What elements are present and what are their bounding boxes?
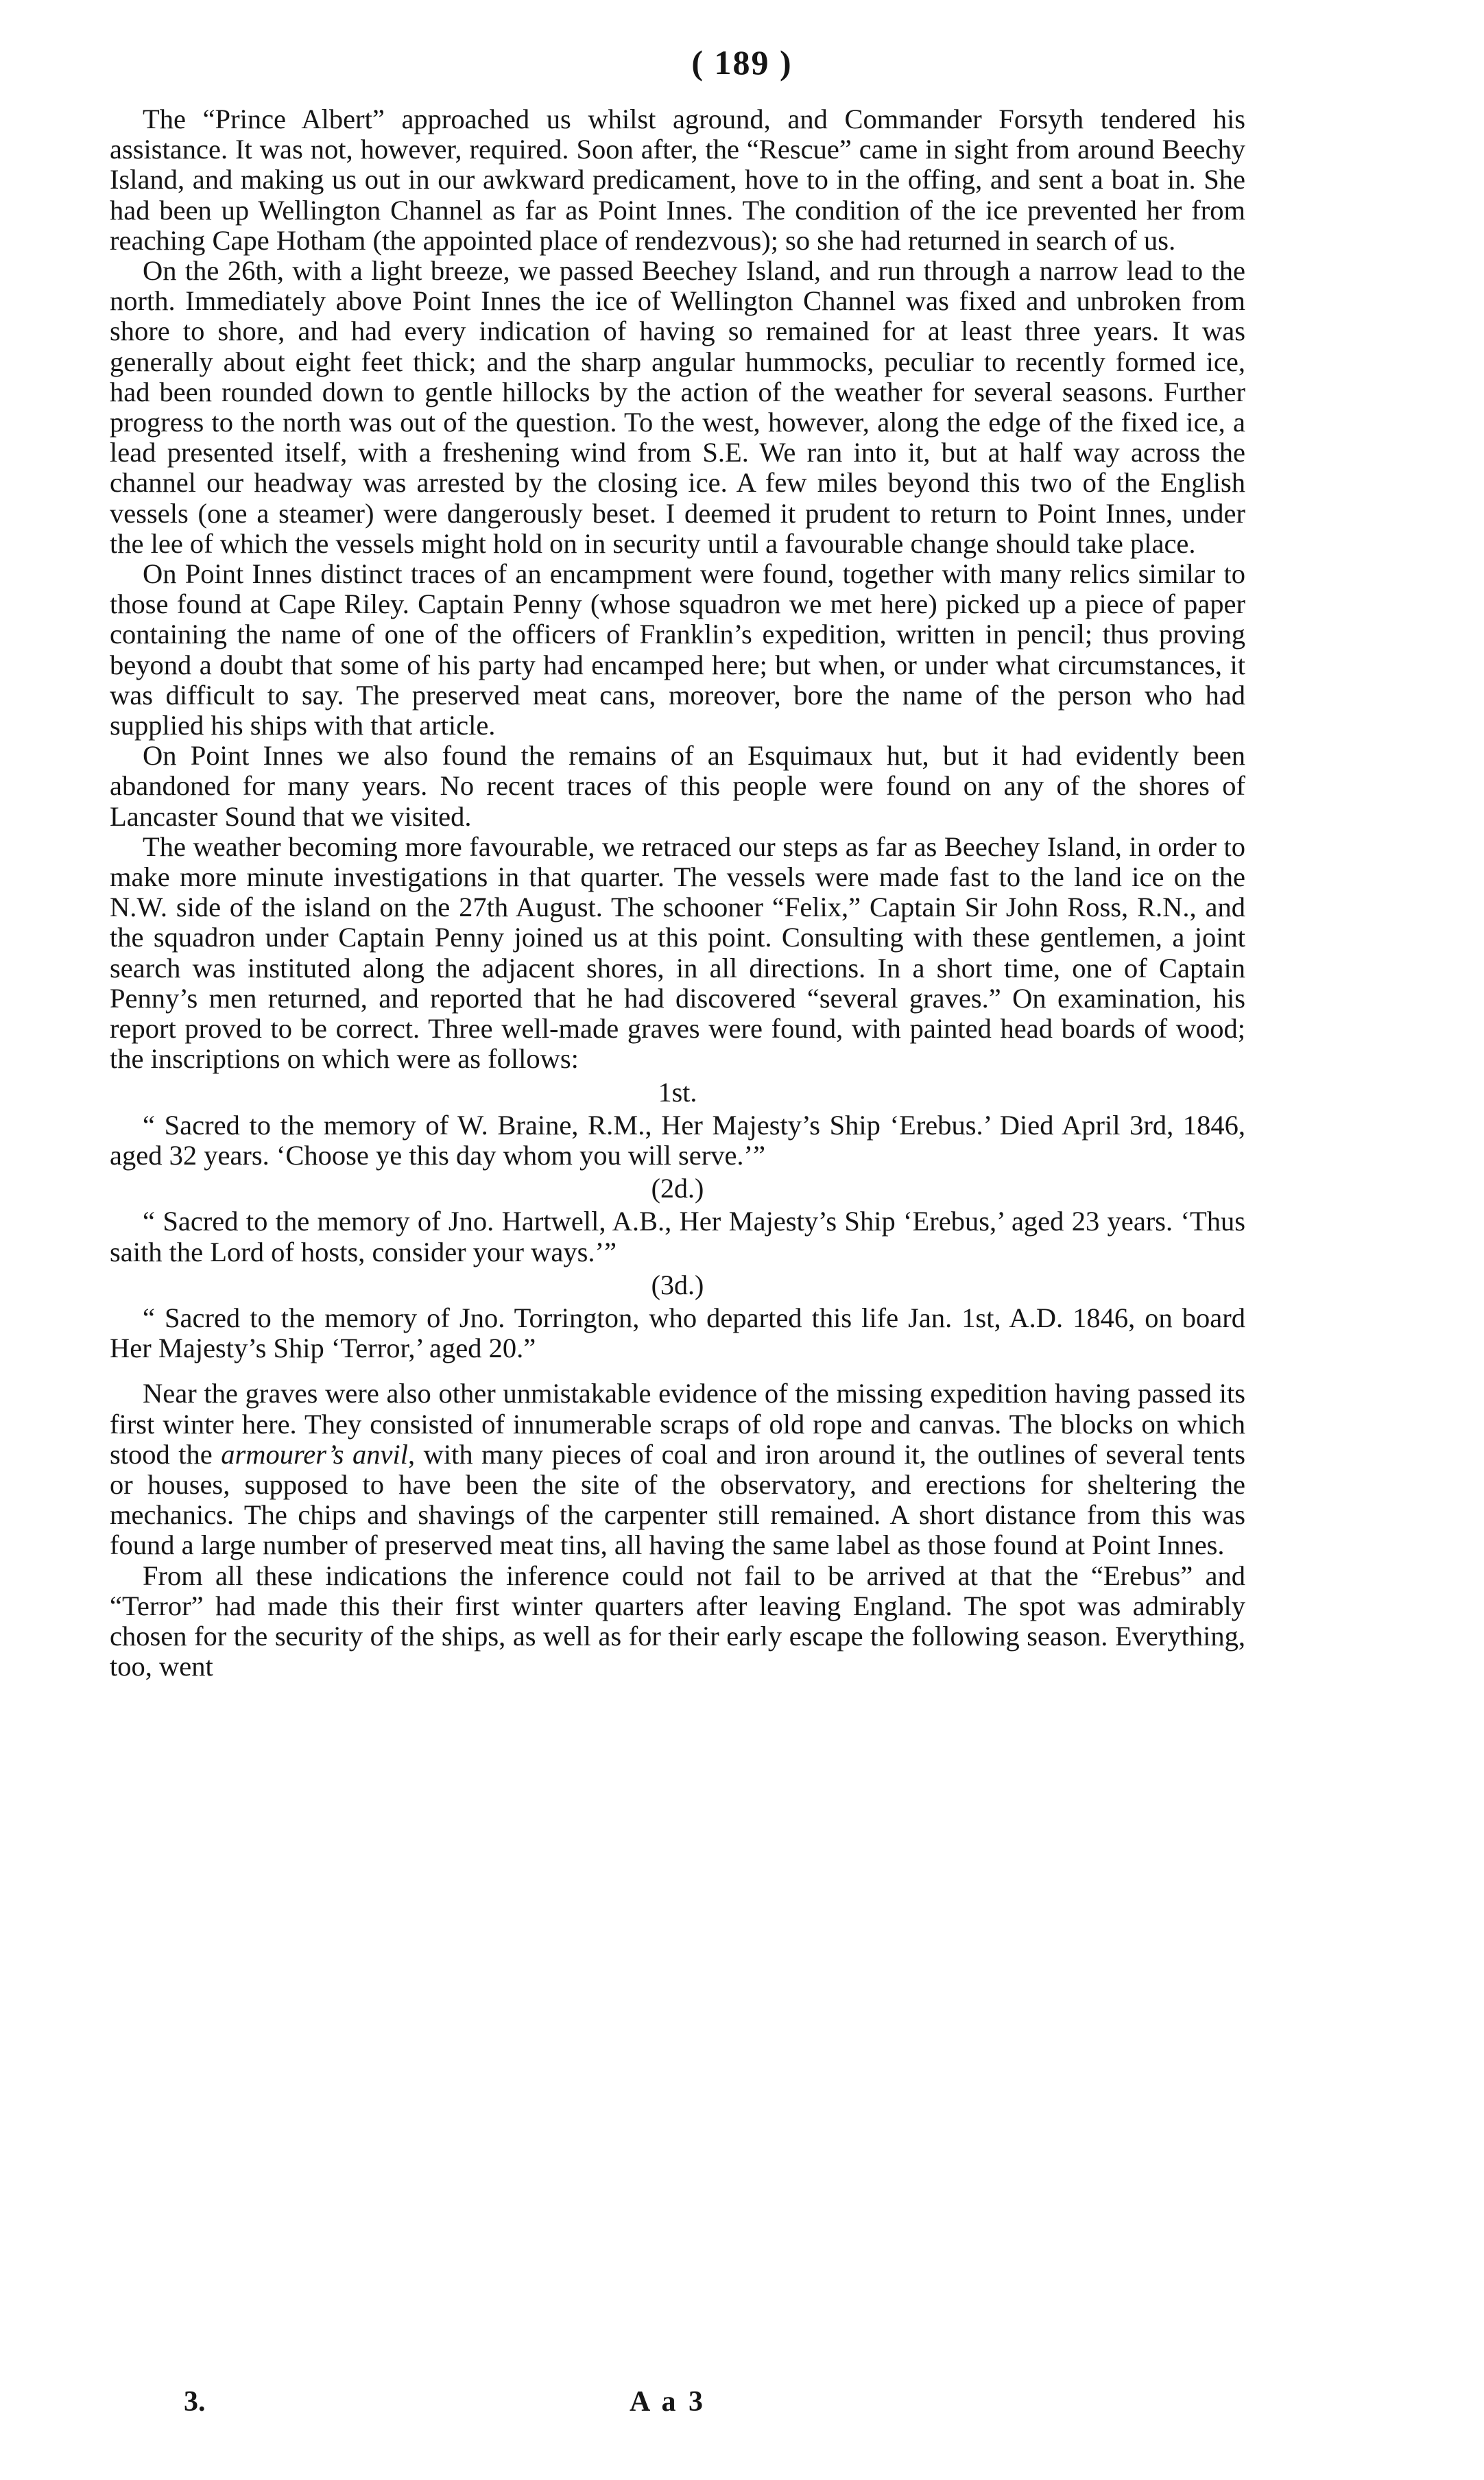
page-number: ( 189 ) <box>691 43 793 82</box>
signature-mark: A a 3 <box>630 2386 706 2418</box>
paragraph-winter-evidence <box>110 1379 1245 1560</box>
gathering-number: 3. <box>184 2386 206 2418</box>
inscription-heading-2: (2d.) <box>651 1173 704 1204</box>
winter-evidence-part-2: , with many pieces of coal and iron around it, the outlines of several tents or houses, supposed to have been the site of the observatory, and erections for sheltering the mechanics. The chips and shavings of the carpenter still remained. A short distance from this was found a large number of preserved meat tins, all having the same label as those found at Point Innes. <box>110 1438 1246 1561</box>
paragraph-point-innes-encampment: On Point Innes distinct traces of an encampment were found, together with many relics similar to those found at Cape Riley. Captain Penny (whose squadron we met here) picked up a piece of paper containing the name of one of the officers of Franklin’s expedition, written in pencil; thus proving beyond a doubt that some of his party had encamped here; but when, or under what circumstances, it was difficult to say. The preserved meat cans, moreover, bore the name of the person who had supplied his ships with that article. <box>110 558 1245 741</box>
inscription-heading-1: 1st. <box>658 1076 697 1108</box>
paragraph-inference: From all these indications the inference could not fail to be arrived at that the “Erebus” and “Terror” had made this their first winter quarters after leaving England. The spot was admirably chosen for the security of the ships, as well as for their early escape the following season. Everything, too, went <box>110 1560 1245 1682</box>
winter-evidence-part-1: Near the graves were also other unmistakable evidence of the missing expedition having passed its first winter here. They consisted of innumerable scraps of old rope and canvas. The blocks on which stood the <box>110 1378 1245 1470</box>
paragraph-graves-discovered: The weather becoming more favourable, we retraced our steps as far as Beechey Island, in order to make more minute investigations in that quarter. The vessels were made fast to the land ice on the N.W. side of the island on the 27th August. The schooner “Felix,” Captain Sir John Ross, R.N., and the squadron under Captain Penny joined us at this point. Consulting with these gentlemen, a joint search was instituted along the adjacent shores, in all directions. In a short time, one of Captain Penny’s men returned, and reported that he had discovered “several graves.” On examination, his report proved to be correct. Three well-made graves were found, with painted head boards of wood; the inscriptions on which were as follows: <box>110 831 1245 1075</box>
page-footer <box>0 2385 1484 2427</box>
paragraph-esquimaux-hut: On Point Innes we also found the remains of an Esquimaux hut, but it had evidently been abandoned for many years. No recent traces of this people were found on any of the shores of Lancaster Sound that we visited. <box>110 740 1245 832</box>
inscription-hartwell: “ Sacred to the memory of Jno. Hartwell, A.B., Her Majesty’s Ship ‘Erebus,’ aged 23 years. ‘Thus saith the Lord of hosts, consider your ways.’” <box>110 1206 1245 1267</box>
inscription-heading-3: (3d.) <box>651 1269 704 1300</box>
inscription-braine: “ Sacred to the memory of W. Braine, R.M., Her Majesty’s Ship ‘Erebus.’ Died April 3rd, 1846, aged 32 years. ‘Choose ye this day whom you will serve.’” <box>110 1109 1245 1171</box>
paragraph-prince-albert: The “Prince Albert” approached us whilst aground, and Commander Forsyth tendered his assistance. It was not, however, required. Soon after, the “Rescue” came in sight from around Beechy Island, and making us out in our awkward predicament, hove to in the offing, and sent a boat in. She had been up Wellington Channel as far as Point Innes. The condition of the ice prevented her from reaching Cape Hotham (the appointed place of rendezvous); so she had returned in search of us. <box>110 104 1245 256</box>
inscription-torrington: “ Sacred to the memory of Jno. Torrington, who departed this life Jan. 1st, A.D. 1846, on board Her Majesty’s Ship ‘Terror,’ aged 20.” <box>110 1302 1245 1364</box>
paragraph-26th: On the 26th, with a light breeze, we passed Beechey Island, and run through a narrow lead to the north. Immediately above Point Innes the ice of Wellington Channel was fixed and unbroken from shore to shore, and had every indication of having so remained for at least three years. It was generally about eight feet thick; and the sharp angular hummocks, peculiar to recently formed ice, had been rounded down to gentle hillocks by the action of the weather for several seasons. Further progress to the north was out of the question. To the west, however, along the edge of the fixed ice, a lead presented itself, with a freshening wind from S.E. We ran into it, but at half way across the channel our headway was arrested by the closing ice. A few miles beyond this two of the English vessels (one a steamer) were dangerously beset. I deemed it prudent to return to Point Innes, under the lee of which the vessels might hold on in security until a favourable change should take place. <box>110 255 1245 559</box>
text-body <box>110 104 1245 1682</box>
armourers-anvil-italic: armourer’s anvil <box>221 1438 409 1470</box>
